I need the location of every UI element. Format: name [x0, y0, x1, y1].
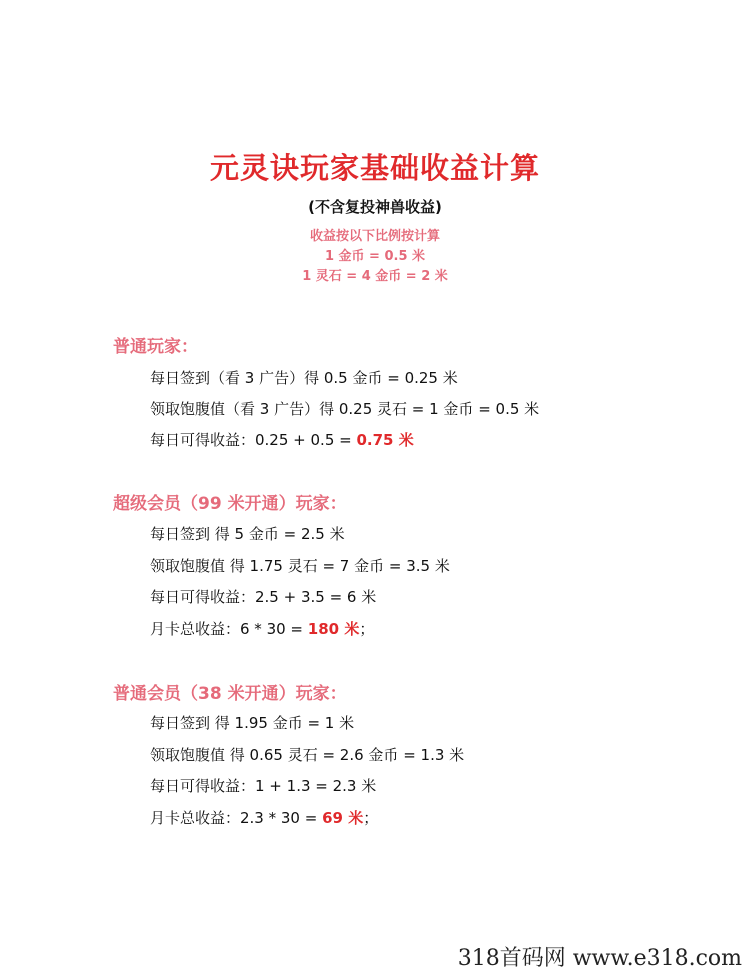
- rate-gold-to-mi: 1 金币 = 0.5 米: [324, 249, 426, 264]
- section-title-regular-player: 普通玩家：: [113, 337, 198, 357]
- section-line: 每日签到 得 1.95 金币 = 1 米: [150, 714, 355, 732]
- rate-stone-to-gold: 1 灵石 = 4 金币 = 2 米: [302, 269, 448, 284]
- section-line: 领取饱腹值（看 3 广告）得 0.25 灵石 = 1 金币 = 0.5 米: [150, 400, 540, 418]
- section-title-super-member: 超级会员（99 米开通）玩家：: [113, 494, 347, 514]
- line-text: 月卡总收益：6 * 30 =: [150, 620, 308, 638]
- section-line: 每日可得收益：2.5 + 3.5 = 6 米: [150, 588, 377, 606]
- section-line: 每日可得收益：1 + 1.3 = 2.3 米: [150, 777, 377, 795]
- line-text: 每日可得收益：0.25 + 0.5 =: [150, 431, 357, 449]
- line-suffix: ；: [359, 620, 375, 638]
- section-line: [150, 429, 414, 450]
- watermark: 318首码网 www.e318.com: [457, 946, 742, 971]
- section-line: 每日签到 得 5 金币 = 2.5 米: [150, 525, 345, 543]
- page-subtitle: (不含复投神兽收益): [308, 198, 442, 216]
- highlight-value: 180 米: [307, 620, 360, 638]
- section-title-regular-member: 普通会员（38 米开通）玩家：: [113, 684, 347, 704]
- highlight-value: 0.75 米: [356, 431, 414, 449]
- section-line: 领取饱腹值 得 1.75 灵石 = 7 金币 = 3.5 米: [150, 557, 450, 575]
- page-title: 元灵诀玩家基础收益计算: [209, 151, 540, 185]
- line-suffix: ；: [363, 809, 379, 827]
- section-line: 领取饱腹值 得 0.65 灵石 = 2.6 金币 = 1.3 米: [150, 746, 465, 764]
- highlight-value: 69 米: [322, 809, 364, 827]
- section-line: [150, 807, 378, 828]
- section-line: [150, 618, 374, 639]
- line-text: 月卡总收益：2.3 * 30 =: [150, 809, 323, 827]
- exchange-rates: [0, 227, 750, 287]
- rates-heading: 收益按以下比例按计算: [309, 229, 440, 244]
- section-line: 每日签到（看 3 广告）得 0.5 金币 = 0.25 米: [150, 369, 458, 387]
